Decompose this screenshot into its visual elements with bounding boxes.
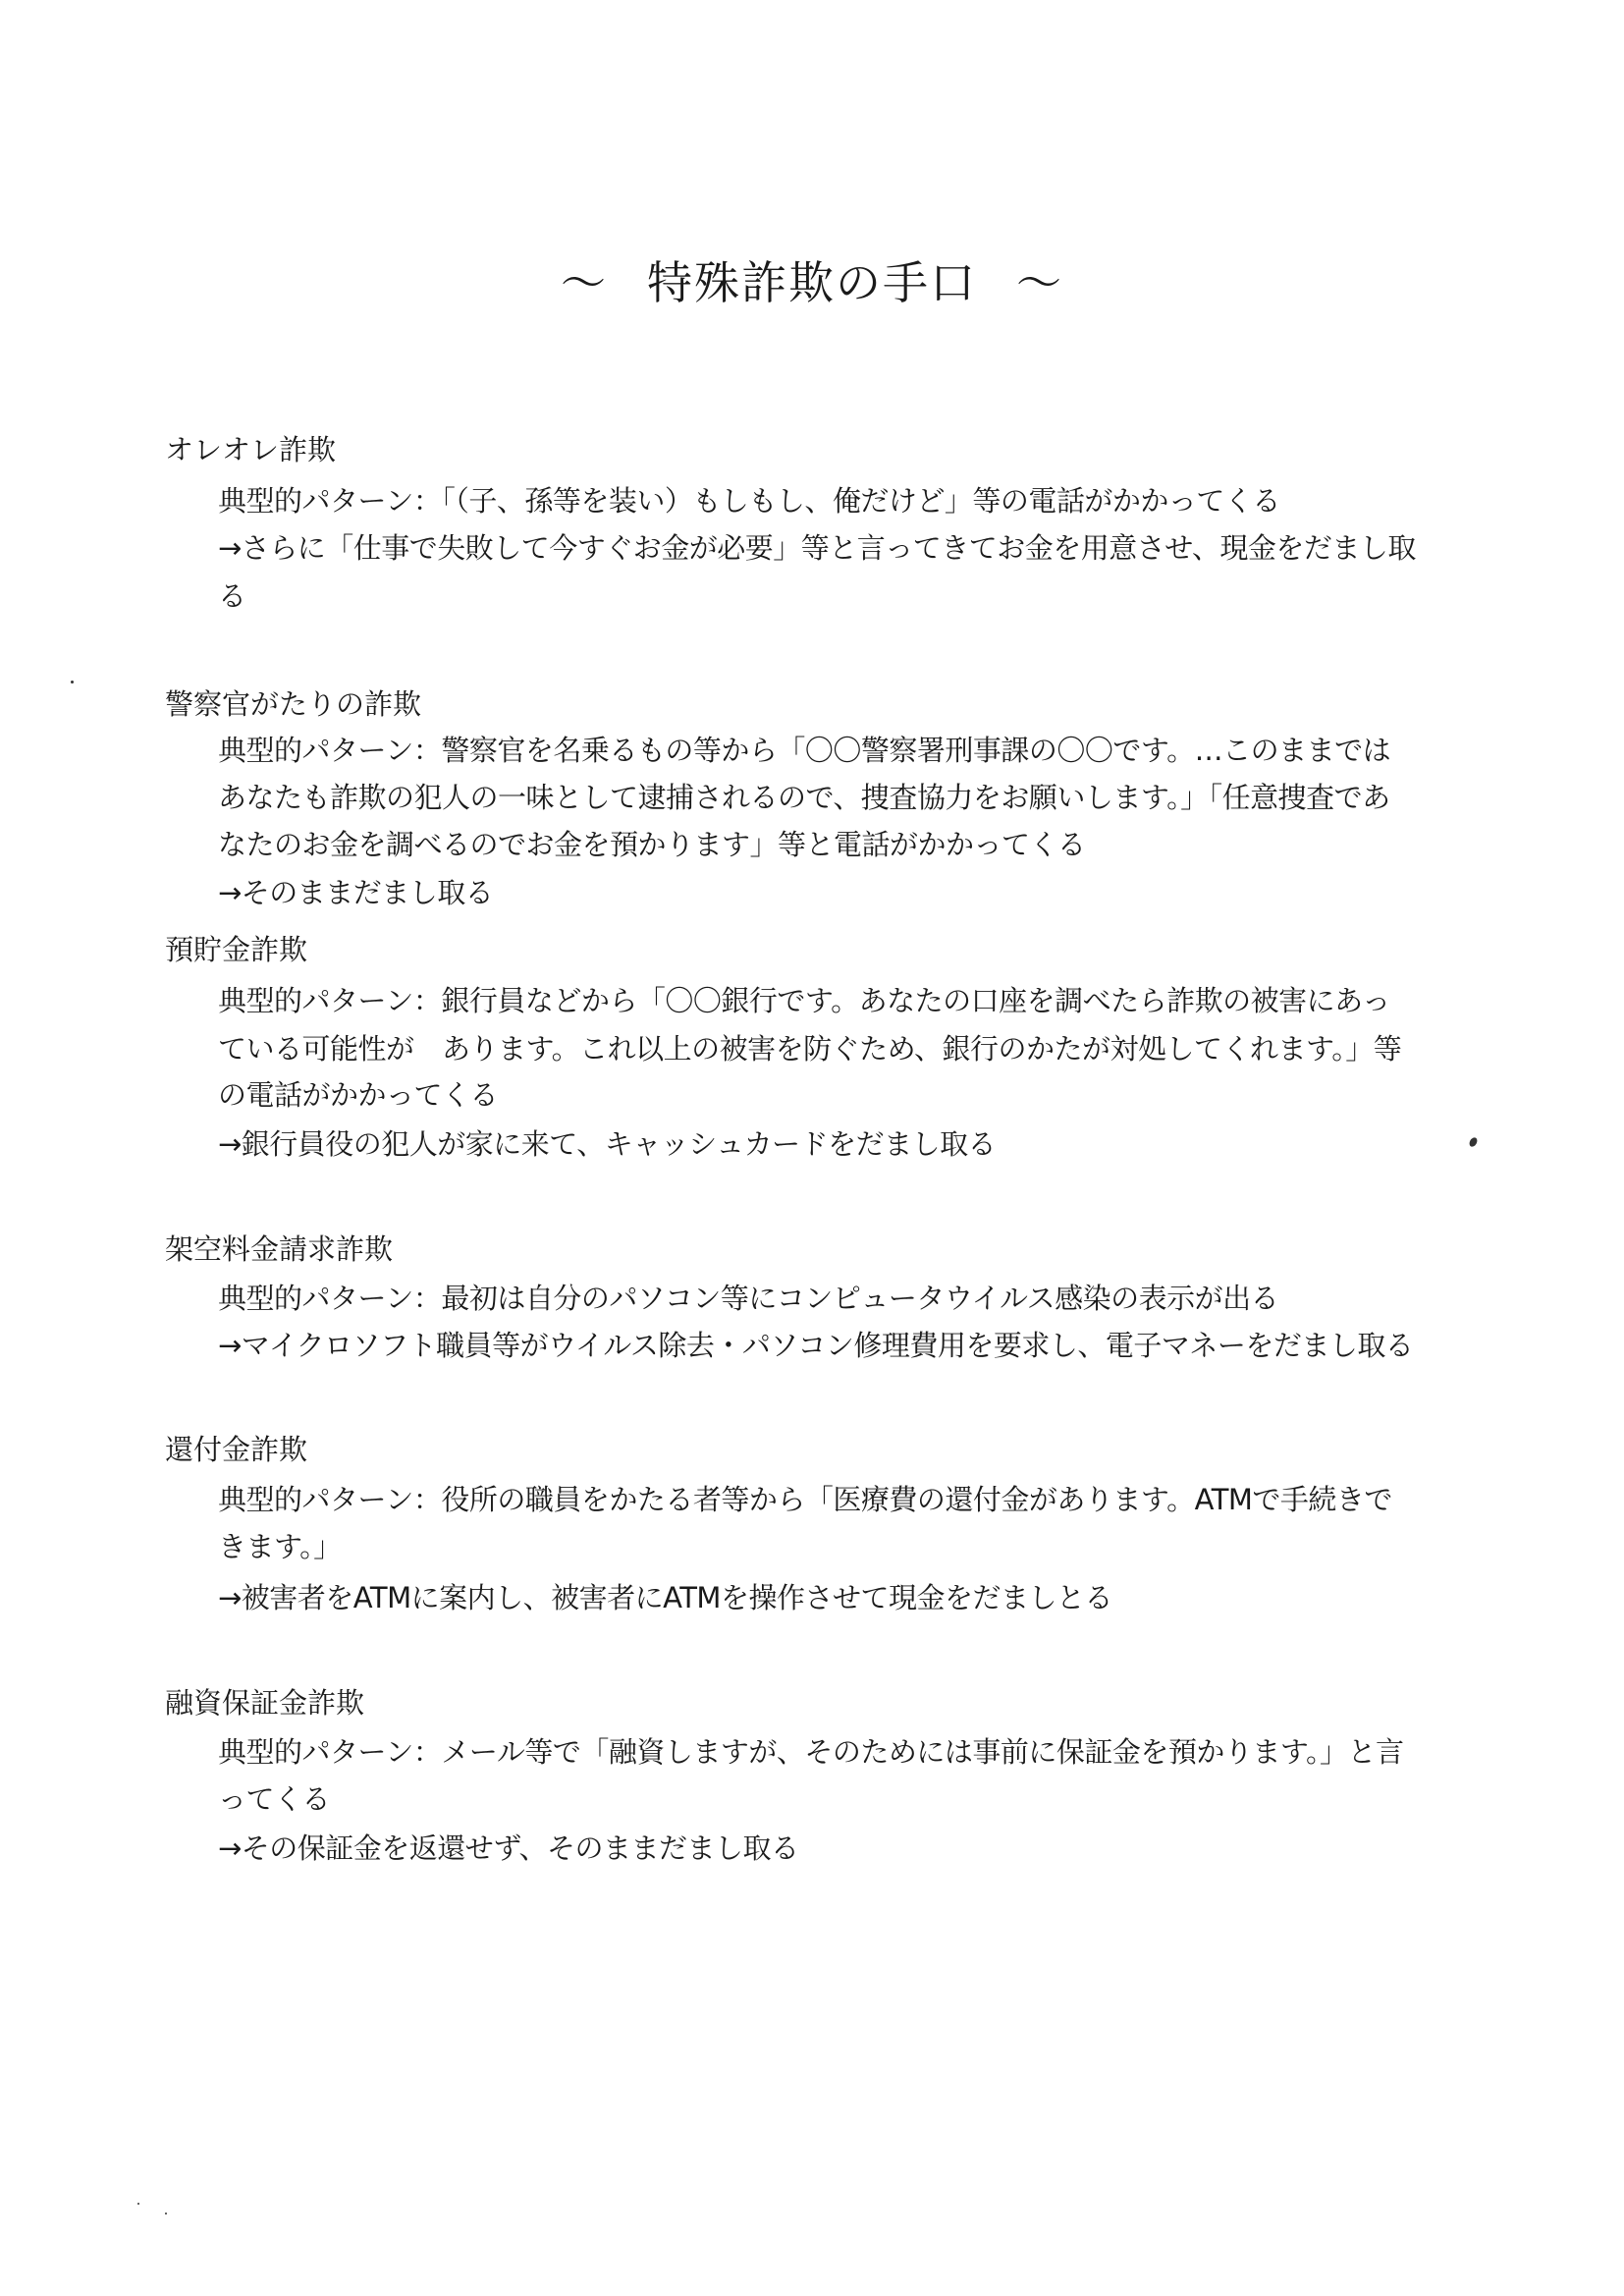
section-heading: 還付金詐欺	[165, 1433, 308, 1466]
section-line: →その保証金を返還せず、そのままだまし取る	[218, 1831, 799, 1865]
section-line: →さらに「仕事で失敗して今すぐお金が必要」等と言ってきてお金を用意させ、現金をだまし取	[218, 531, 1416, 565]
section-line: なたのお金を調べるのでお金を預かります」等と電話がかかってくる	[218, 828, 1086, 861]
section-line: 典型的パターン：最初は自分のパソコン等にコンピュータウイルス感染の表示が出る	[218, 1282, 1279, 1315]
section-line: 典型的パターン：役所の職員をかたる者等から「医療費の還付金があります。ATMで手続きで	[218, 1483, 1392, 1516]
section-heading: 預貯金詐欺	[165, 933, 308, 966]
section-line: 典型的パターン：メール等で「融資しますが、そのためには事前に保証金を預かります。」と言	[218, 1735, 1404, 1769]
section-line: 典型的パターン：「（子、孫等を装い）もしもし、俺だけど」等の電話がかかってくる	[218, 484, 1280, 518]
title-tilde-right: ～	[1016, 256, 1063, 309]
section-heading: 融資保証金詐欺	[165, 1686, 365, 1720]
section-line: ている可能性が あります。これ以上の被害を防ぐため、銀行のかたが対処してくれます。」等	[218, 1032, 1402, 1066]
scan-speck	[137, 2203, 139, 2205]
section-heading: オレオレ詐欺	[165, 433, 337, 466]
scan-speck	[71, 681, 74, 683]
section-line: の電話がかかってくる	[218, 1078, 499, 1112]
scan-speck	[165, 2213, 167, 2214]
section-line: →そのままだまし取る	[218, 876, 494, 909]
section-heading: 警察官がたりの詐欺	[165, 687, 422, 721]
section-line: る	[218, 579, 246, 613]
section-line: →被害者をATMに案内し、被害者にATMを操作させて現金をだましとる	[218, 1581, 1112, 1614]
section-line: 典型的パターン：警察官を名乗るもの等から「〇〇警察署刑事課の〇〇です。…このままでは	[218, 734, 1391, 767]
section-line: あなたも詐欺の犯人の一味として逮捕されるので、捜査協力をお願いします。」「任意捜査であ	[218, 781, 1390, 814]
section-heading: 架空料金請求詐欺	[165, 1232, 394, 1266]
section-line: 典型的パターン：銀行員などから「〇〇銀行です。あなたの口座を調べたら詐欺の被害にあっ	[218, 984, 1390, 1017]
section-line: ってくる	[218, 1782, 331, 1816]
page-title	[0, 247, 1624, 312]
scan-speck	[1468, 1136, 1479, 1148]
title-tilde-left: ～	[561, 256, 608, 309]
section-line: →銀行員役の犯人が家に来て、キャッシュカードをだまし取る	[218, 1127, 997, 1161]
section-line: →マイクロソフト職員等がウイルス除去・パソコン修理費用を要求し、電子マネーをだまし取る	[218, 1329, 1414, 1362]
section-line: きます。」	[218, 1530, 342, 1563]
title-text: 特殊詐欺の手口	[647, 256, 977, 309]
